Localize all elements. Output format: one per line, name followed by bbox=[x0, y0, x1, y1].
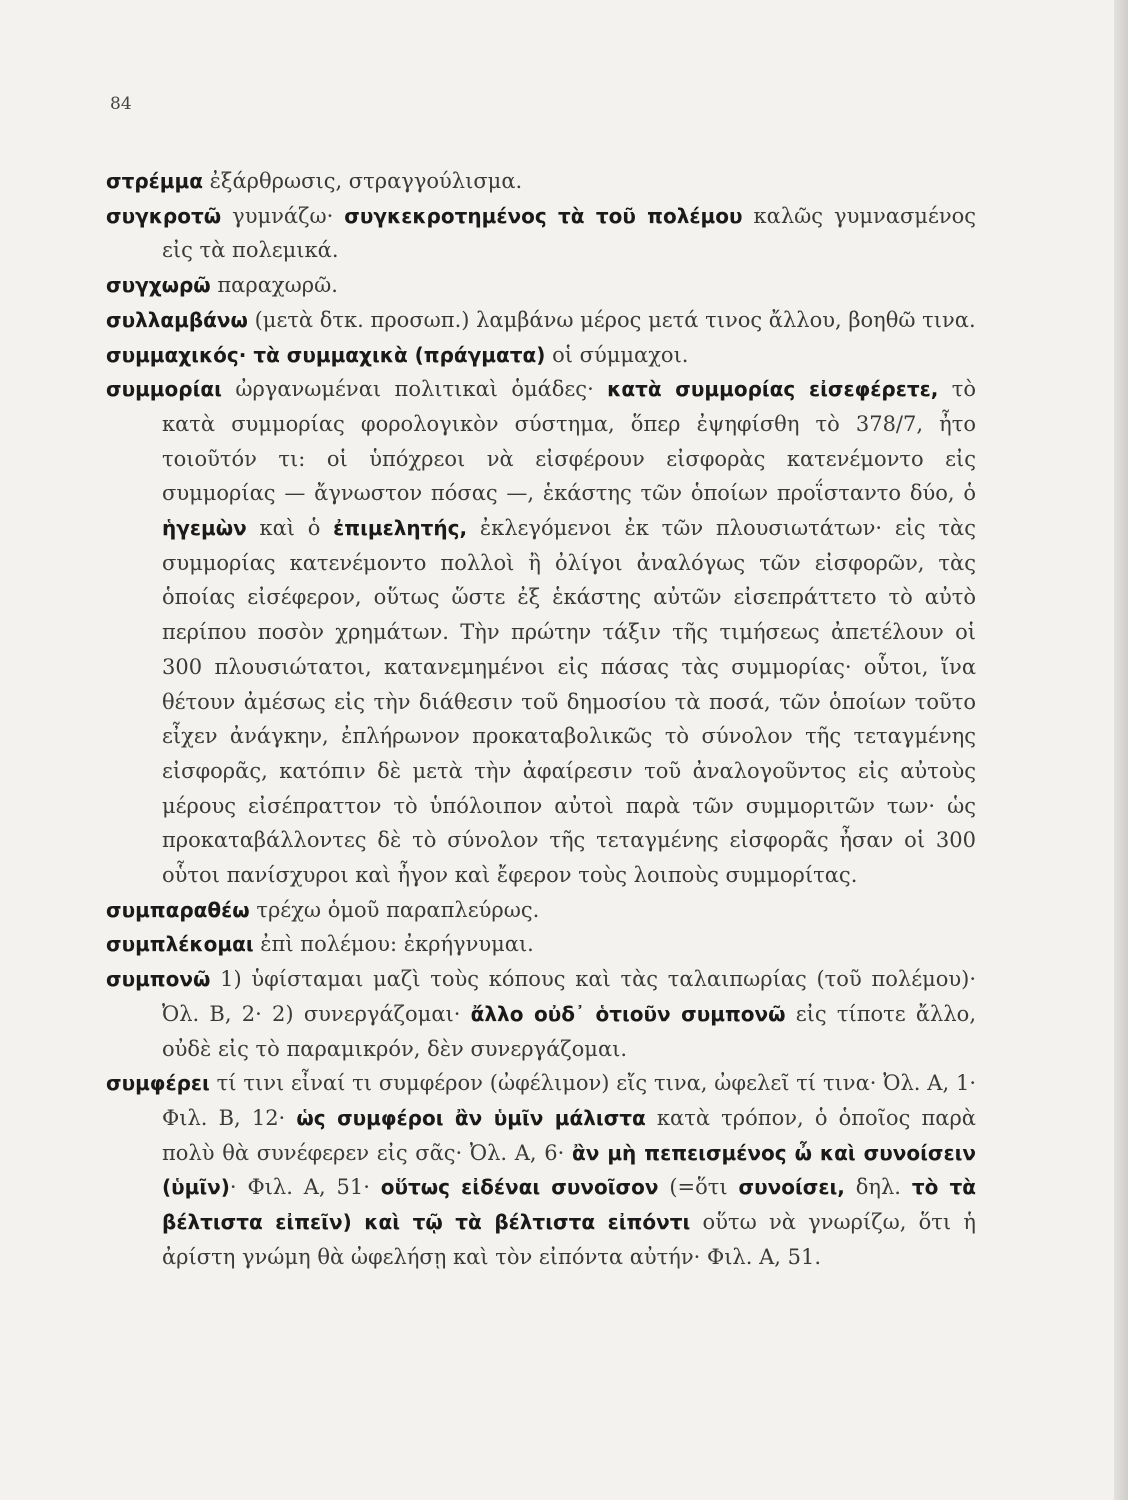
entry-text: ὠργανωμέναι πολιτικαὶ ὁμάδες· bbox=[221, 377, 608, 402]
bold-phrase: τὸ τὰ βέλτιστα εἰπεῖν) καὶ τῷ τὰ βέλτιστα εἰπόντι bbox=[162, 1175, 976, 1235]
entry-text: γυμνάζω· bbox=[221, 203, 345, 228]
bold-phrase: ἄλλο οὐδ᾽ ὁτιοῦν συμπονῶ bbox=[470, 1001, 786, 1026]
entry-headword: συμπονῶ bbox=[106, 967, 211, 992]
entry-text: οἱ σύμμαχοι. bbox=[545, 342, 689, 367]
entry-headword: συγχωρῶ bbox=[106, 273, 211, 298]
dictionary-entry bbox=[106, 962, 976, 1066]
dictionary-entry bbox=[106, 164, 976, 199]
entry-headword: συμφέρει bbox=[106, 1071, 210, 1096]
dictionary-entry bbox=[106, 927, 976, 962]
dictionary-entries bbox=[106, 164, 976, 1275]
entry-text: ἐκλεγόμενοι ἐκ τῶν πλουσιωτάτων· εἰς τὰς συμμορίας κατενέμοντο πολλοὶ ἢ ὀλίγοι ἀναλόγως τῶν εἰσφορῶν, τὰς ὁποίας εἰσέφερον, οὕτως ὥστε ἐξ ἑκάστης αὐτῶν εἰσεπράττετο τὸ αὐτὸ περίπου ποσὸν χρημάτων. Τὴν πρώτην τάξιν τῆς τιμήσεως ἀπετέλουν οἱ 300 πλουσιώτατοι, κατανεμημένοι εἰς πάσας τὰς συμμορίας· οὗτοι, ἵνα θέτουν ἀμέσως εἰς τὴν διάθεσιν τοῦ δημοσίου τὰ ποσά, τῶν ὁποίων τοῦτο εἶχεν ἀνάγκην, ἐπλήρωνον προκαταβολικῶς τὸ σύνολον τῆς τεταγμένης εἰσφορᾶς, κατόπιν δὲ μετὰ τὴν ἀφαίρεσιν τοῦ ἀναλογοῦντος εἰς αὐτοὺς μέρους εἰσέπραττον τὸ ὑπόλοιπον αὐτοὶ παρὰ τῶν συμμοριτῶν των· ὡς προκαταβάλλοντες δὲ τὸ σύνολον τῆς τεταγμένης εἰσφορᾶς ἦσαν οἱ 300 οὗτοι πανίσχυροι καὶ ἦγον καὶ ἔφερον τοὺς λοιποὺς συμμορίτας. bbox=[162, 516, 976, 888]
dictionary-entry bbox=[106, 303, 976, 338]
entry-text: τρέχω ὁμοῦ παραπλεύρως. bbox=[249, 897, 540, 922]
bold-phrase: συγκεκροτημένος τὰ τοῦ πολέμου bbox=[344, 203, 743, 228]
dictionary-entry bbox=[106, 268, 976, 303]
bold-phrase: ὡς συμφέροι ἂν ὑμῖν μάλιστα bbox=[296, 1105, 646, 1130]
entry-text: κατὰ τρόπον, ὁ ὁποῖος παρὰ πολὺ θὰ συνέφερεν εἰς σᾶς· Ὀλ. Α, 6· bbox=[162, 1105, 976, 1165]
bold-phrase: ἂν μὴ πεπεισμένος ὦ καὶ συνοίσειν (ὑμῖν) bbox=[162, 1140, 976, 1200]
entry-text: τί τινι εἶναί τι συμφέρον (ὠφέλιμον) εἴς τινα, ὠφελεῖ τί τινα· Ὀλ. Α, 1· Φιλ. Β, 12· bbox=[162, 1071, 976, 1130]
entry-text: τὸ κατὰ συμμορίας φορολογικὸν σύστημα, ὅπερ ἐψηφίσθη τὸ 378/7, ἦτο τοιοῦτόν τι: οἱ ὑπόχρεοι νὰ εἰσφέρουν εἰσφορὰς κατενέμοντο εἰς συμμορίας — ἄγνωστον πόσας —, ἑκάστης τῶν ὁποίων προΐσταντο δύο, ὁ bbox=[162, 377, 976, 506]
entry-headword: συγκροτῶ bbox=[106, 203, 222, 228]
entry-text: (=ὅτι bbox=[658, 1175, 739, 1200]
entry-text: ἐπὶ πολέμου: ἐκρήγνυμαι. bbox=[253, 932, 534, 957]
dictionary-entry bbox=[106, 1066, 976, 1274]
entry-headword: συμπλέκομαι bbox=[106, 932, 254, 957]
entry-text: ἐξάρθρωσις, στραγγούλισμα. bbox=[202, 169, 523, 193]
bold-phrase: ἡγεμὼν bbox=[162, 516, 247, 541]
entry-headword: συμμορίαι bbox=[106, 377, 222, 402]
entry-headword: στρέμμα bbox=[106, 169, 203, 193]
bold-phrase: συνοίσει, bbox=[738, 1175, 845, 1200]
entry-headword: συμμαχικός· τὰ συμμαχικὰ (πράγματα) bbox=[106, 342, 546, 367]
entry-text: · Φιλ. Α, 51· bbox=[229, 1175, 381, 1200]
dictionary-entry bbox=[106, 199, 976, 268]
entry-text: καλῶς γυμνασμένος εἰς τὰ πολεμικά. bbox=[162, 203, 976, 263]
entry-text: εἰς τίποτε ἄλλο, οὐδὲ εἰς τὸ παραμικρόν, δὲν συνεργάζομαι. bbox=[162, 1001, 976, 1061]
dictionary-entry bbox=[106, 893, 976, 928]
bold-phrase: ἐπιμελητής, bbox=[333, 516, 468, 541]
dictionary-entry bbox=[106, 372, 976, 893]
page-number: 84 bbox=[110, 94, 132, 114]
entry-headword: συμπαραθέω bbox=[106, 897, 250, 922]
bold-phrase: οὕτως εἰδέναι συνοῖσον bbox=[380, 1175, 659, 1200]
entry-text: καὶ ὁ bbox=[246, 516, 334, 541]
entry-text: 1) ὑφίσταμαι μαζὶ τοὺς κόπους καὶ τὰς ταλαιπωρίας (τοῦ πολέμου)· Ὀλ. Β, 2· 2) συνεργάζομαι· bbox=[162, 967, 976, 1026]
entry-text: δηλ. bbox=[844, 1175, 912, 1200]
entry-text: (μετὰ δτκ. προσωπ.) λαμβάνω μέρος μετά τινος ἄλλου, βοηθῶ τινα. bbox=[247, 307, 976, 332]
page-edge bbox=[1114, 0, 1128, 1500]
dictionary-entry bbox=[106, 338, 976, 373]
entry-headword: συλλαμβάνω bbox=[106, 307, 248, 332]
entry-text: παραχωρῶ. bbox=[210, 273, 338, 298]
bold-phrase: κατὰ συμμορίας εἰσεφέρετε, bbox=[607, 377, 939, 402]
entry-text: οὕτω νὰ γνωρίζω, ὅτι ἡ ἀρίστη γνώμη θὰ ὠφελήσῃ καὶ τὸν εἰπόντα αὐτήν· Φιλ. Α, 51. bbox=[162, 1210, 976, 1269]
